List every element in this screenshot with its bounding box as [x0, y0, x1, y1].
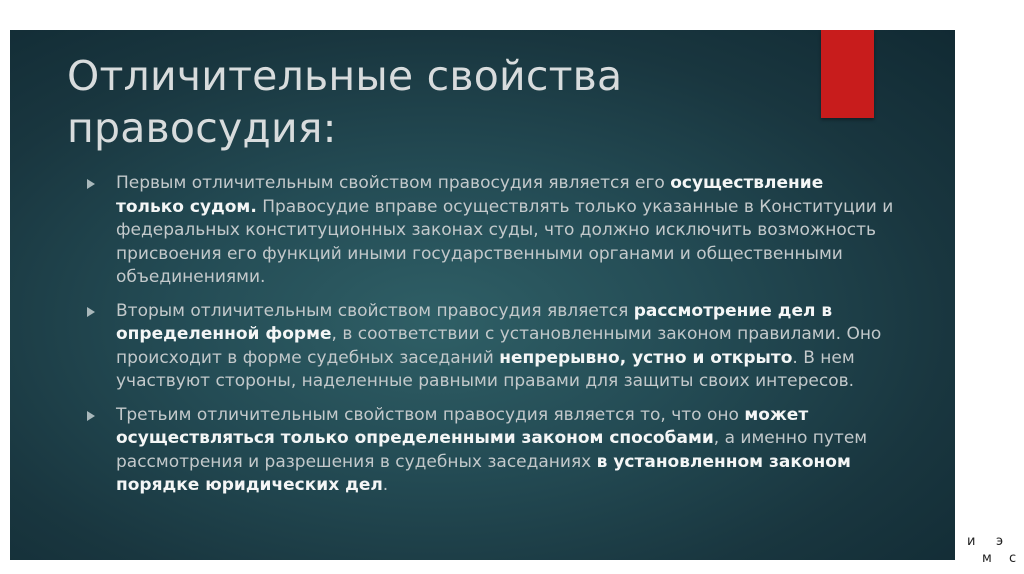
red-accent-tab: [821, 30, 874, 118]
bullet-text: Третьим отличительным свойством правосудия является то, что оно: [116, 404, 745, 425]
bullet-emphasis: осуществление только судом.: [116, 173, 824, 217]
bullet-text: Вторым отличительным свойством правосудия является: [116, 300, 634, 321]
bullet-item: [84, 404, 896, 498]
bullet-text: , в соответствии с установленными законом правилами. Оно происходит в форме судебных заседаний: [116, 324, 882, 368]
triangle-right-icon: [87, 307, 95, 317]
logo-letter: с: [1009, 551, 1017, 566]
triangle-right-icon: [87, 179, 95, 189]
presentation-slide: [10, 30, 955, 560]
bullet-text: Правосудие вправе осуществлять только указанные в Конституции и федеральных конституционных законах суды, что должно исключить возможность присвоения его функций иными государственными органами и общественными объединениями.: [116, 196, 894, 287]
bullet-emphasis: рассмотрение дел в определенной форме: [116, 300, 833, 344]
logo-letter: и: [967, 534, 976, 549]
triangle-right-icon: [87, 411, 95, 421]
bullet-text: . В нем участвуют стороны, наделенные равными правами для защиты своих интересов.: [116, 347, 855, 391]
bullet-list: [84, 172, 896, 498]
slide-title: Отличительные свойства правосудия:: [67, 52, 623, 152]
bullet-emphasis: может осуществляться только определенными законом способами: [116, 404, 809, 448]
bullet-emphasis: в установленном законом порядке юридических дел: [116, 451, 851, 495]
logo-letter: э: [996, 534, 1004, 549]
bullet-item: [84, 300, 896, 394]
bullet-text: , а именно путем рассмотрения и разрешения в судебных заседаниях: [116, 428, 868, 472]
logo-letter: м: [982, 551, 992, 566]
bullet-text: Первым отличительным свойством правосудия является его: [116, 173, 671, 193]
bullet-item: [84, 172, 896, 290]
site-logo[interactable]: [962, 534, 1022, 570]
bullet-emphasis: непрерывно, устно и открыто: [499, 347, 793, 368]
bullet-text: .: [382, 475, 389, 495]
